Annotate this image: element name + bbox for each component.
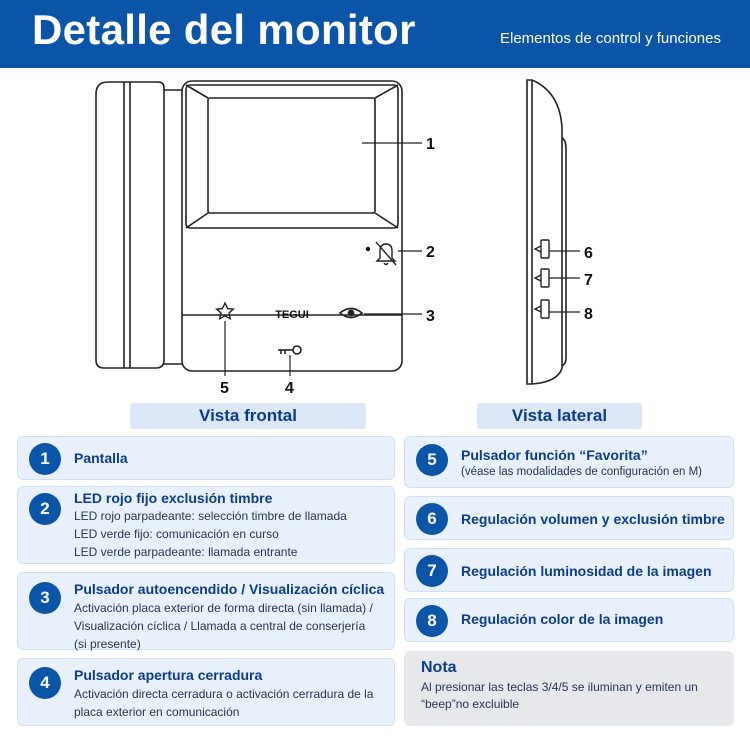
note-title: Nota [421,659,457,676]
item-card-7 [404,548,734,592]
item-card-5 [404,436,734,488]
item-number-badge: 6 [416,503,448,535]
item-card-4 [17,658,395,726]
item-description-line: LED verde parpadeante: llamada entrante [74,545,298,559]
item-title: LED rojo fijo exclusión timbre [74,490,273,506]
side-view-label: Vista lateral [477,403,642,429]
note-text: Al presionar las teclas 3/4/5 se iluminan y emiten un “beep”no excluible [421,680,698,711]
item-title: Regulación volumen y exclusión timbre [461,511,725,527]
callout-4: 4 [285,380,294,397]
item-number-badge: 7 [416,555,448,587]
page-title: Detalle del monitor [32,6,416,53]
item-description-line: Activación placa exterior de forma directa (sin llamada) / [74,601,373,615]
item-title: Pulsador autoencendido / Visualización cíclica [74,581,385,597]
callout-8: 8 [584,306,593,323]
item-title: Regulación luminosidad de la imagen [461,563,712,579]
callout-6: 6 [584,245,593,262]
handset [96,82,182,368]
item-card-6 [404,496,734,540]
item-title: Pulsador función “Favorita” [461,447,648,463]
item-description [74,507,347,561]
item-description-line: LED rojo parpadeante: selección timbre de llamada [74,509,347,523]
item-title: Regulación color de la imagen [461,611,664,627]
header-banner [0,0,750,68]
item-description-line: placa exterior en comunicación [74,705,240,719]
item-description [74,599,373,653]
monitor-drawing [0,68,750,398]
front-view-label: Vista frontal [130,403,366,429]
item-title: Pulsador apertura cerradura [74,667,263,683]
item-number-badge: 8 [416,605,448,637]
item-title: Pantalla [74,450,128,466]
item-number-badge: 2 [29,493,61,525]
item-number-badge: 5 [416,444,448,476]
item-description-line: Visualización cíclica / Llamada a central de conserjería [74,619,366,633]
monitor-diagram [0,68,750,398]
item-card-2 [17,486,395,564]
callout-1: 1 [426,136,435,153]
item-description-line: (si presente) [74,637,141,651]
item-card-1 [17,436,395,480]
callout-3: 3 [426,308,435,325]
item-description-line: Activación directa cerradura o activación cerradura de la [74,687,374,701]
brand-logo: TEGUI [275,309,309,321]
page-subtitle: Elementos de control y funciones [500,30,721,47]
item-description [461,463,702,481]
callout-5: 5 [220,380,229,397]
item-description [74,685,373,721]
led-indicator [366,247,370,251]
item-description-line: LED verde fijo: comunicación en curso [74,527,279,541]
item-card-8 [404,598,734,642]
item-description-line: (véase las modalidades de configuración en M) [461,466,702,478]
item-number-badge: 3 [29,582,61,614]
monitor-body [182,81,402,371]
item-card-3 [17,572,395,650]
callout-2: 2 [426,244,435,261]
item-number-badge: 1 [29,443,61,475]
item-number-badge: 4 [29,667,61,699]
callout-7: 7 [584,272,593,289]
note-box [404,651,734,726]
monitor-side-view [527,80,566,384]
